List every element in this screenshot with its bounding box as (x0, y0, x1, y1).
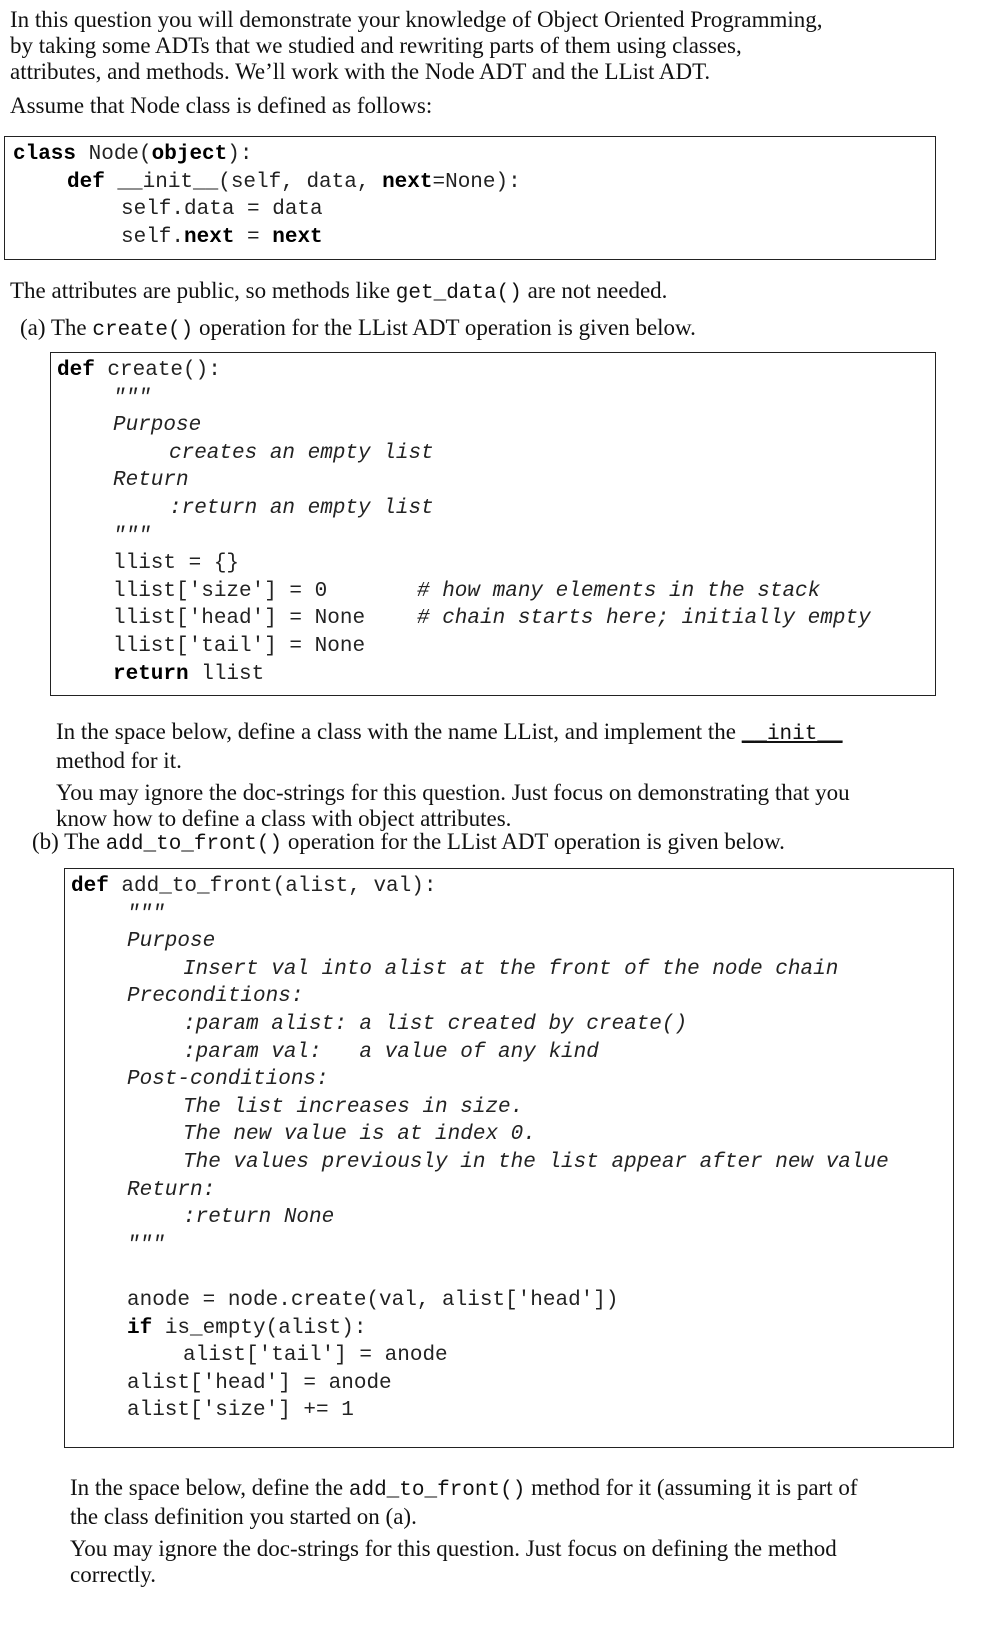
add-to-front-code-box (64, 868, 954, 1448)
atf-code-5: alist['size'] += 1 (127, 1399, 354, 1423)
create-code-5: return llist (113, 662, 265, 686)
atf-code-1: anode = node.create(val, alist['head']) (127, 1288, 619, 1312)
create-doc-close: """ (113, 524, 151, 548)
part-a-instr-line-1: In the space below, define a class with the name LList, and implement the __init__ (56, 719, 843, 746)
create-code-box (50, 352, 936, 696)
atf-def-line: def add_to_front(alist, val): (71, 875, 437, 898)
part-b-label: (b) (32, 829, 59, 854)
part-a-instr-line-2: method for it. (56, 748, 182, 773)
atf-pre-2: :param val: a value of any kind (183, 1040, 599, 1064)
atf-code-3: alist['tail'] = anode (183, 1344, 448, 1368)
create-return: Return (113, 469, 189, 493)
atf-code-2: if is_empty(alist): (127, 1316, 367, 1340)
part-b-heading: (b) The add_to_front() operation for the LList ADT operation is given below. (32, 829, 785, 856)
public-note: The attributes are public, so methods like get_data() are not needed. (10, 278, 668, 305)
create-purpose: Purpose (113, 414, 202, 438)
atf-preconditions: Preconditions: (127, 985, 304, 1009)
create-code-2: llist['size'] = 0 # how many elements in the stack (57, 578, 929, 606)
part-a-heading: (a) The create() operation for the LList ADT operation is given below. (20, 315, 696, 342)
part-a-instructions (56, 718, 956, 833)
node-code-line-2: def __init__(self, data, next=None): (67, 170, 521, 194)
part-a-instr-line-3: You may ignore the doc-strings for this question. Just focus on demonstrating that you (56, 780, 850, 805)
atf-pre-1: :param alist: a list created by create() (183, 1012, 688, 1036)
atf-post-3: The values previously in the list appear after new value (183, 1150, 889, 1174)
create-comment-1: # how many elements in the stack (417, 579, 821, 603)
create-code-3: llist['head'] = None # chain starts here; initially empty (57, 605, 929, 633)
node-code-line-1: class Node(object): (13, 143, 253, 166)
create-code-1: llist = {} (113, 552, 240, 576)
create-doc-open: """ (113, 386, 151, 410)
part-b-instructions (70, 1474, 950, 1589)
intro-line-2: by taking some ADTs that we studied and rewriting parts of them using classes, (10, 33, 742, 58)
node-code-line-4: self.next = next (121, 225, 323, 249)
part-a-instr-line-4: know how to define a class with object attributes. (56, 806, 512, 831)
create-purpose-text: creates an empty list (169, 441, 434, 465)
create-comment-2: # chain starts here; initially empty (417, 607, 871, 631)
assume-line: Assume that Node class is defined as follows: (10, 93, 433, 118)
create-code-4: llist['tail'] = None (113, 634, 366, 658)
atf-post-2: The new value is at index 0. (183, 1123, 536, 1147)
part-b-instr-line-1: In the space below, define the add_to_front() method for it (assuming it is part of (70, 1475, 858, 1502)
atf-doc-close: """ (127, 1233, 165, 1257)
atf-postconditions: Post-conditions: (127, 1068, 329, 1092)
atf-purpose: Purpose (127, 930, 216, 954)
atf-purpose-text: Insert val into alist at the front of the node chain (183, 957, 839, 981)
intro-paragraph (10, 6, 970, 120)
intro-line-3: attributes, and methods. We’ll work with the Node ADT and the LList ADT. (10, 59, 711, 84)
atf-return-text: :return None (183, 1206, 335, 1230)
create-return-text: :return an empty list (169, 496, 434, 520)
part-b-instr-line-3: You may ignore the doc-strings for this question. Just focus on defining the method (70, 1536, 837, 1561)
part-b-instr-line-4: correctly. (70, 1562, 156, 1587)
atf-code-4: alist['head'] = anode (127, 1371, 392, 1395)
part-b-instr-line-2: the class definition you started on (a). (70, 1504, 417, 1529)
intro-line-1: In this question you will demonstrate your knowledge of Object Oriented Programming, (10, 7, 823, 32)
atf-return: Return: (127, 1178, 216, 1202)
atf-doc-open: """ (127, 902, 165, 926)
node-class-code-box (4, 136, 936, 260)
part-a-label: (a) (20, 315, 46, 340)
atf-post-1: The list increases in size. (183, 1095, 524, 1119)
create-def-line: def create(): (57, 359, 221, 382)
node-code-line-3: self.data = data (121, 198, 323, 222)
